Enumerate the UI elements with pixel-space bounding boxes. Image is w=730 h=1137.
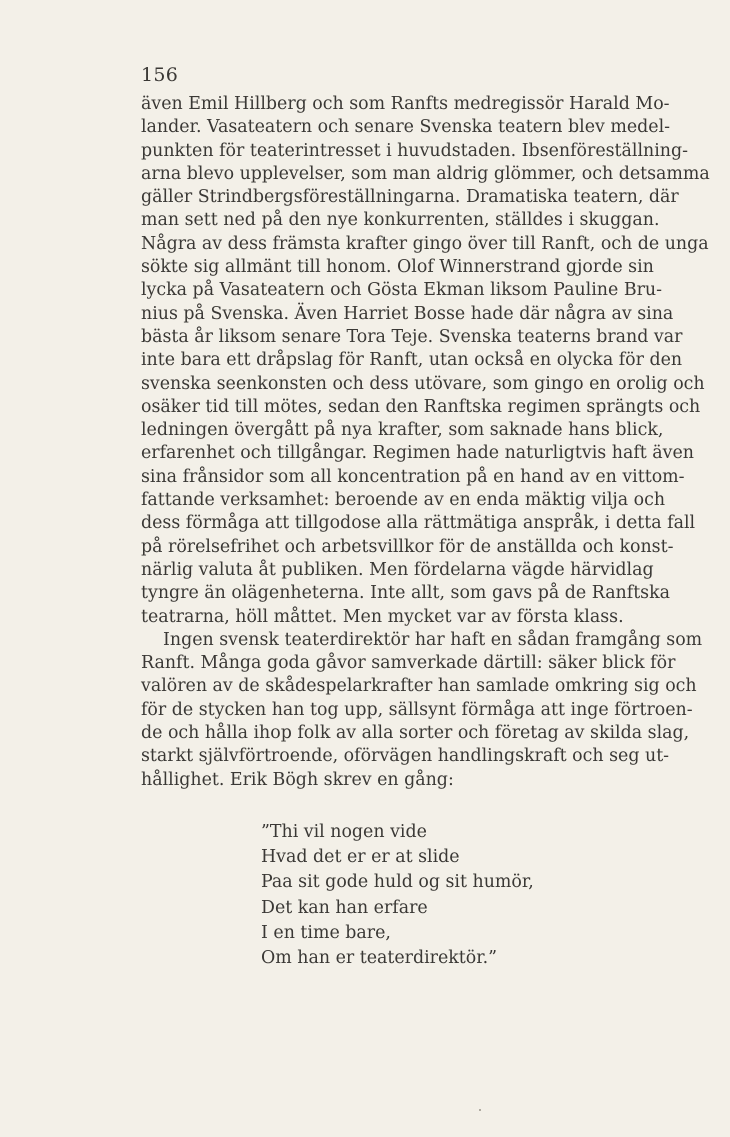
print-speck: [479, 1109, 481, 1111]
text-line: lander. Vasateatern och senare Svenska teatern blev medel-: [141, 117, 671, 138]
text-line: man sett ned på den nye konkurrenten, ställdes i skuggan.: [141, 210, 660, 231]
text-line: dess förmåga att tillgodose alla rättmätiga anspråk, i detta fall: [141, 513, 696, 534]
poem-quote: [261, 820, 561, 971]
text-line: arna blevo upplevelser, som man aldrig glömmer, och detsamma: [141, 163, 710, 184]
text-line: bästa år liksom senare Tora Teje. Svenska teaterns brand var: [141, 326, 683, 347]
text-line: även Emil Hillberg och som Ranfts medregissör Harald Mo-: [141, 94, 670, 114]
text-line: gäller Strindbergsföreställningarna. Dramatiska teatern, där: [141, 187, 679, 208]
text-line: punkten för teaterintresset i huvudstaden. Ibsenföreställning-: [141, 140, 688, 161]
text-line: på rörelsefrihet och arbetsvillkor för de anställda och konst-: [141, 536, 674, 557]
poem-line: Hvad det er er at slide: [261, 847, 460, 868]
poem-line: I en time bare,: [261, 922, 391, 943]
poem-line: Om han er teaterdirektör.”: [261, 947, 498, 968]
page-number: 156: [141, 64, 179, 86]
text-line: tyngre än olägenheterna. Inte allt, som gavs på de Ranftska: [141, 583, 671, 604]
text-line: sökte sig allmänt till honom. Olof Winnerstrand gjorde sin: [141, 257, 654, 278]
text-line: inte bara ett dråpslag för Ranft, utan också en olycka för den: [141, 350, 683, 371]
text-line: nius på Svenska. Även Harriet Bosse hade där några av sina: [141, 303, 674, 324]
text-line: närlig valuta åt publiken. Men fördelarna vägde härvidlag: [141, 559, 654, 580]
text-line: Ranft. Många goda gåvor samverkade därtill: säker blick för: [141, 653, 676, 674]
text-line: lycka på Vasateatern och Gösta Ekman liksom Pauline Bru-: [141, 280, 662, 301]
text-line: erfarenhet och tillgångar. Regimen hade naturligtvis haft även: [141, 443, 694, 464]
text-line: Några av dess främsta krafter gingo över till Ranft, och de unga: [141, 233, 709, 254]
poem-line: ”Thi vil nogen vide: [261, 822, 427, 842]
poem-line: Det kan han erfare: [261, 897, 428, 918]
text-line: fattande verksamhet: beroende av en enda mäktig vilja och: [141, 490, 666, 511]
text-line: sina frånsidor som all koncentration på en hand av en vittom-: [141, 466, 685, 487]
text-line: svenska seenkonsten och dess utövare, som gingo en orolig och: [141, 373, 705, 394]
text-line: valören av de skådespelarkrafter han samlade omkring sig och: [141, 676, 697, 697]
paragraph-start-line: Ingen svensk teaterdirektör har haft en sådan framgång som: [163, 629, 703, 650]
text-line: starkt självförtroende, oförvägen handlingskraft och seg ut-: [141, 746, 670, 767]
text-line: hållighet. Erik Bögh skrev en gång:: [141, 769, 454, 790]
body-text: [141, 93, 710, 792]
text-line: för de stycken han tog upp, sällsynt förmåga att inge förtroen-: [141, 699, 693, 720]
text-line: osäker tid till mötes, sedan den Ranftska regimen sprängts och: [141, 396, 701, 417]
text-line: de och hålla ihop folk av alla sorter och företag av skilda slag,: [141, 723, 690, 744]
text-line: ledningen övergått på nya krafter, som saknade hans blick,: [141, 420, 664, 441]
text-line: teatrarna, höll måttet. Men mycket var av första klass.: [141, 606, 624, 627]
poem-line: Paa sit gode huld og sit humör,: [261, 872, 534, 893]
